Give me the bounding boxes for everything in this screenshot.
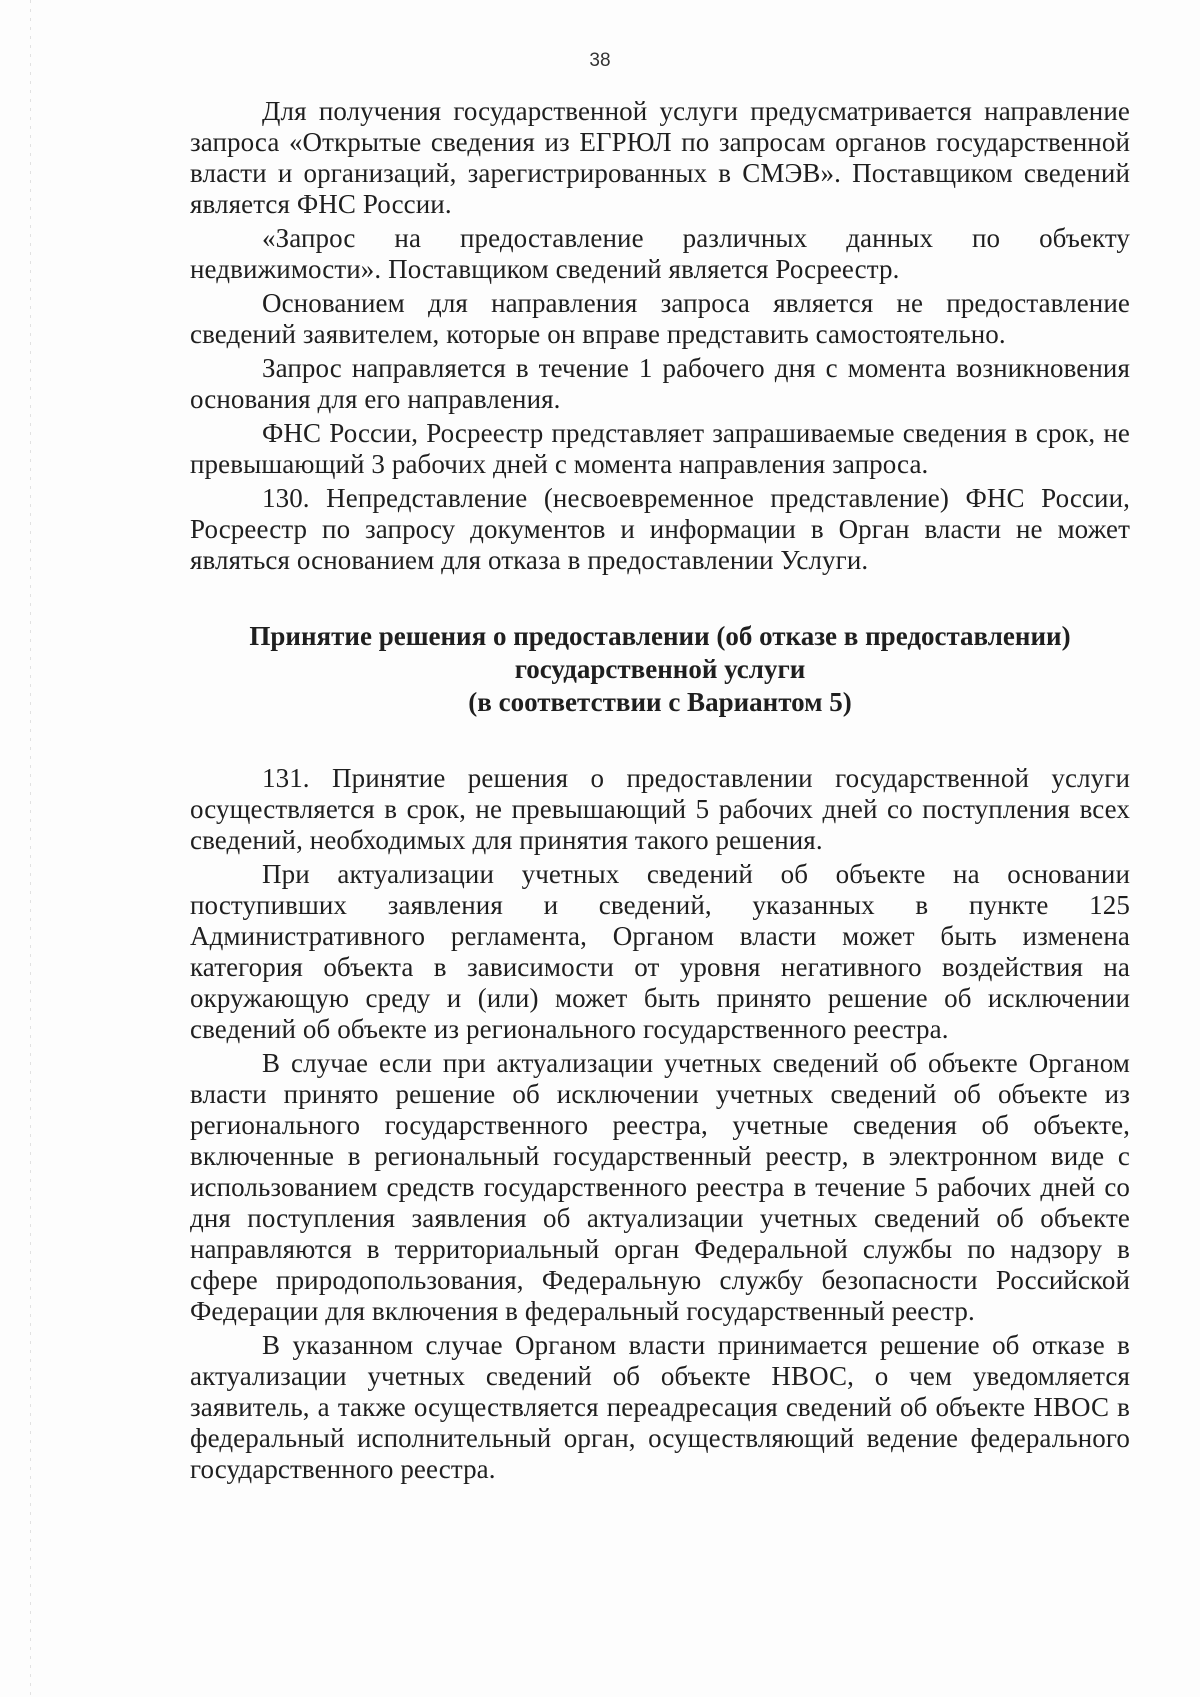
section-heading <box>190 620 1130 719</box>
section-heading-line-3: (в соответствии с Вариантом 5) <box>468 687 852 717</box>
paragraph-rosreestr-request: «Запрос на предоставление различных данных по объекту недвижимости». Поставщиком сведений является Росреестр. <box>190 223 1130 284</box>
document-body <box>190 96 1130 1485</box>
paragraph-egrul-request: Для получения государственной услуги предусматривается направление запроса «Открытые сведения из ЕГРЮЛ по запросам органов государственной власти и организаций, зарегистрированных в СМЭВ». Поставщиком сведений является ФНС России. <box>190 96 1130 219</box>
paragraph-request-basis: Основанием для направления запроса является не предоставление сведений заявителем, которые он вправе представить самостоятельно. <box>190 288 1130 349</box>
section-heading-line-2: государственной услуги <box>514 654 806 684</box>
scan-edge-artifact <box>30 0 31 1697</box>
page-number: 38 <box>589 50 611 71</box>
paragraph-131: 131. Принятие решения о предоставлении государственной услуги осуществляется в срок, не превышающий 5 рабочих дней со поступления всех сведений, необходимых для принятия такого решения. <box>190 763 1130 855</box>
section-heading-line-1: Принятие решения о предоставлении (об отказе в предоставлении) <box>249 621 1071 651</box>
paragraph-request-timing: Запрос направляется в течение 1 рабочего дня с момента возникновения основания для его направления. <box>190 353 1130 414</box>
paragraph-130: 130. Непредставление (несвоевременное представление) ФНС России, Росреестр по запросу документов и информации в Орган власти не может являться основанием для отказа в предоставлении Услуги. <box>190 483 1130 575</box>
paragraph-exclusion-case: В случае если при актуализации учетных сведений об объекте Органом власти принято решение об исключении учетных сведений об объекте из регионального государственного реестра, учетные сведения об объекте, включенные в региональный государственный реестр, в электронном виде с использованием средств государственного реестра в течение 5 рабочих дней со дня поступления заявления об актуализации учетных сведений об объекте направляются в территориальный орган Федеральной службы по надзору в сфере природопользования, Федеральную службу безопасности Российской Федерации для включения в федеральный государственный реестр. <box>190 1048 1130 1326</box>
paragraph-response-timing: ФНС России, Росреестр представляет запрашиваемые сведения в срок, не превышающий 3 рабочих дней с момента направления запроса. <box>190 418 1130 479</box>
paragraph-refusal-case: В указанном случае Органом власти принимается решение об отказе в актуализации учетных сведений об объекте НВОС, о чем уведомляется заявитель, а также осуществляется переадресация сведений об объекте НВОС в федеральный исполнительный орган, осуществляющий ведение федерального государственного реестра. <box>190 1330 1130 1484</box>
paragraph-category-change: При актуализации учетных сведений об объекте на основании поступивших заявления и сведений, указанных в пункте 125 Административного регламента, Органом власти может быть изменена категория объекта в зависимости от уровня негативного воздействия на окружающую среду и (или) может быть принято решение об исключении сведений об объекте из регионального государственного реестра. <box>190 859 1130 1044</box>
